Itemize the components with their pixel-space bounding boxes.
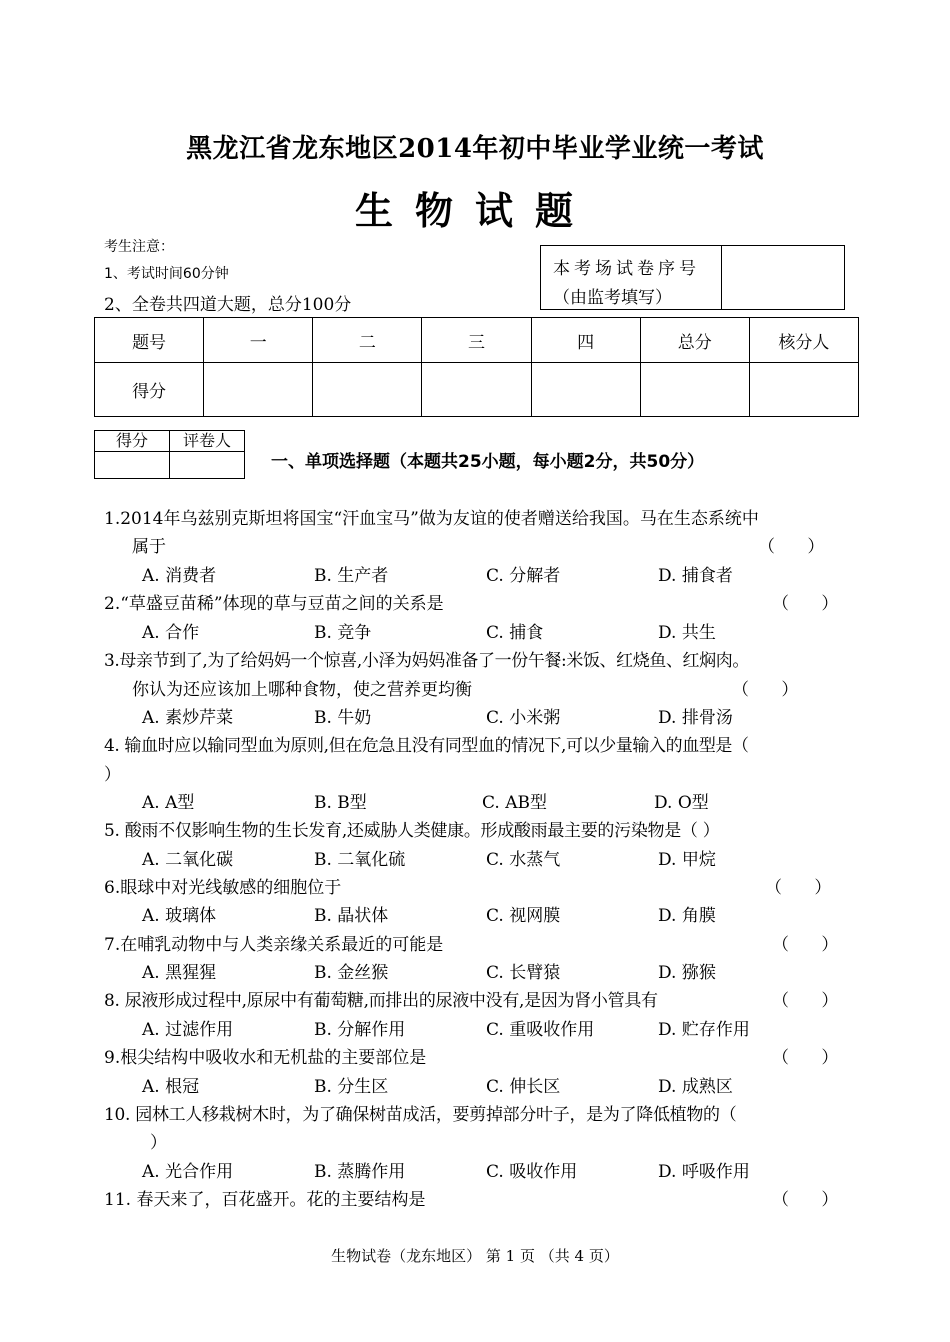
score-table-header: 三 bbox=[422, 318, 531, 363]
option: C. 小米粥 bbox=[486, 708, 561, 728]
option: A. 二氧化碳 bbox=[142, 850, 234, 870]
option: B. 生产者 bbox=[314, 566, 389, 586]
score-cell[interactable] bbox=[531, 363, 640, 417]
serial-label-line: 本考场试卷序号 bbox=[553, 259, 700, 279]
notice-item: 2、全卷共四道大题，总分100分 bbox=[104, 295, 352, 315]
score-table-header: 总分 bbox=[640, 318, 749, 363]
score-table-header: 一 bbox=[204, 318, 313, 363]
section-title: 一、单项选择题（本题共25小题，每小题2分，共50分） bbox=[271, 452, 705, 472]
subject-title: 生物试题 bbox=[354, 188, 595, 233]
answer-paren[interactable]: （ ） bbox=[758, 537, 825, 557]
score-table-header: 二 bbox=[313, 318, 422, 363]
grader-score-label: 得分 bbox=[95, 431, 170, 452]
answer-paren[interactable]: （ ） bbox=[732, 680, 799, 700]
option: D. 呼吸作用 bbox=[658, 1162, 750, 1182]
score-cell[interactable] bbox=[204, 363, 313, 417]
question-text-cont: 你认为还应该加上哪种食物，使之营养更均衡 bbox=[132, 680, 472, 700]
page-footer: 生物试卷（龙东地区） 第 1 页 （共 4 页） bbox=[331, 1247, 619, 1265]
option: A. 过滤作用 bbox=[142, 1020, 234, 1040]
option: A. 根冠 bbox=[142, 1077, 200, 1097]
score-table-row bbox=[95, 363, 859, 417]
question-text-cont: 属于 bbox=[132, 537, 166, 557]
grader-table bbox=[94, 430, 245, 479]
option: D. 猕猴 bbox=[658, 963, 716, 983]
grader-name-label: 评卷人 bbox=[170, 431, 245, 452]
serial-number-label bbox=[541, 246, 722, 309]
option: C. 重吸收作用 bbox=[486, 1020, 595, 1040]
option: C. 长臂猿 bbox=[486, 963, 561, 983]
question-text[interactable]: 5. 酸雨不仅影响生物的生长发育,还威胁人类健康。形成酸雨最主要的污染物是（ ） bbox=[104, 821, 720, 841]
option: D. O型 bbox=[654, 793, 709, 813]
score-table-header: 核分人 bbox=[749, 318, 858, 363]
option: C. 伸长区 bbox=[486, 1077, 561, 1097]
option: D. 捕食者 bbox=[658, 566, 733, 586]
option: B. 竞争 bbox=[314, 623, 372, 643]
score-cell[interactable] bbox=[422, 363, 531, 417]
exam-title: 黑龙江省龙东地区2014年初中毕业学业统一考试 bbox=[186, 134, 764, 164]
option: A. 素炒芹菜 bbox=[142, 708, 234, 728]
option: D. 贮存作用 bbox=[658, 1020, 750, 1040]
option: A. 玻璃体 bbox=[142, 906, 217, 926]
answer-paren[interactable]: （ ） bbox=[772, 935, 839, 955]
score-cell[interactable] bbox=[749, 363, 858, 417]
option: B. 蒸腾作用 bbox=[314, 1162, 406, 1182]
serial-label-line: （由监考填写） bbox=[553, 288, 672, 308]
option: B. 分生区 bbox=[314, 1077, 389, 1097]
question-text: 7.在哺乳动物中与人类亲缘关系最近的可能是 bbox=[104, 935, 444, 955]
question-text: 6.眼球中对光线敏感的细胞位于 bbox=[104, 878, 342, 898]
question-text: 2.“草盛豆苗稀”体现的草与豆苗之间的关系是 bbox=[104, 594, 444, 614]
option: C. AB型 bbox=[482, 793, 547, 813]
option: B. 分解作用 bbox=[314, 1020, 406, 1040]
option: A. A型 bbox=[142, 793, 195, 813]
option: C. 视网膜 bbox=[486, 906, 561, 926]
question-text: 3.母亲节到了,为了给妈妈一个惊喜,小泽为妈妈准备了一份午餐:米饭、红烧鱼、红焖肉。 bbox=[104, 651, 749, 671]
option: A. 光合作用 bbox=[142, 1162, 234, 1182]
option: D. 排骨汤 bbox=[658, 708, 733, 728]
option: D. 角膜 bbox=[658, 906, 716, 926]
option: A. 合作 bbox=[142, 623, 200, 643]
score-table bbox=[94, 317, 859, 417]
score-cell[interactable] bbox=[313, 363, 422, 417]
question-text: 10. 园林工人移栽树木时，为了确保树苗成活，要剪掉部分叶子，是为了降低植物的（ bbox=[104, 1105, 737, 1125]
grader-score-cell[interactable] bbox=[95, 452, 170, 479]
option: C. 捕食 bbox=[486, 623, 544, 643]
question-text: 1.2014年乌兹别克斯坦将国宝“汗血宝马”做为友谊的使者赠送给我国。马在生态系统中 bbox=[104, 509, 759, 529]
option: C. 分解者 bbox=[486, 566, 561, 586]
answer-paren[interactable]: （ ） bbox=[772, 1190, 839, 1210]
option: B. 二氧化硫 bbox=[314, 850, 406, 870]
option: D. 共生 bbox=[658, 623, 716, 643]
question-text: 8. 尿液形成过程中,原尿中有葡萄糖,而排出的尿液中没有,是因为肾小管具有 bbox=[104, 991, 658, 1011]
serial-number-box bbox=[540, 245, 845, 310]
option: A. 黑猩猩 bbox=[142, 963, 217, 983]
option: C. 吸收作用 bbox=[486, 1162, 578, 1182]
question-text: 11. 春天来了，百花盛开。花的主要结构是 bbox=[104, 1190, 426, 1210]
score-table-header: 四 bbox=[531, 318, 640, 363]
question-text: 9.根尖结构中吸收水和无机盐的主要部位是 bbox=[104, 1048, 427, 1068]
question-text-cont[interactable]: ） bbox=[104, 765, 121, 785]
score-cell[interactable] bbox=[640, 363, 749, 417]
option: B. 金丝猴 bbox=[314, 963, 389, 983]
answer-paren[interactable]: （ ） bbox=[772, 991, 839, 1011]
score-table-header: 题号 bbox=[95, 318, 204, 363]
option: B. B型 bbox=[314, 793, 367, 813]
grader-name-cell[interactable] bbox=[170, 452, 245, 479]
option: D. 成熟区 bbox=[658, 1077, 733, 1097]
answer-paren[interactable]: （ ） bbox=[772, 594, 839, 614]
answer-paren[interactable]: （ ） bbox=[765, 878, 832, 898]
notice-item: 1、考试时间60分钟 bbox=[104, 266, 229, 282]
option: B. 晶状体 bbox=[314, 906, 389, 926]
score-table-header-row bbox=[95, 318, 859, 363]
question-text: 4. 输血时应以输同型血为原则,但在危急且没有同型血的情况下,可以少量输入的血型是（ bbox=[104, 736, 749, 756]
answer-paren[interactable]: （ ） bbox=[772, 1048, 839, 1068]
score-row-label: 得分 bbox=[95, 363, 204, 417]
option: C. 水蒸气 bbox=[486, 850, 561, 870]
option: D. 甲烷 bbox=[658, 850, 716, 870]
option: B. 牛奶 bbox=[314, 708, 372, 728]
question-text-cont[interactable]: ） bbox=[150, 1133, 167, 1153]
notice-heading: 考生注意： bbox=[104, 239, 174, 255]
option: A. 消费者 bbox=[142, 566, 217, 586]
